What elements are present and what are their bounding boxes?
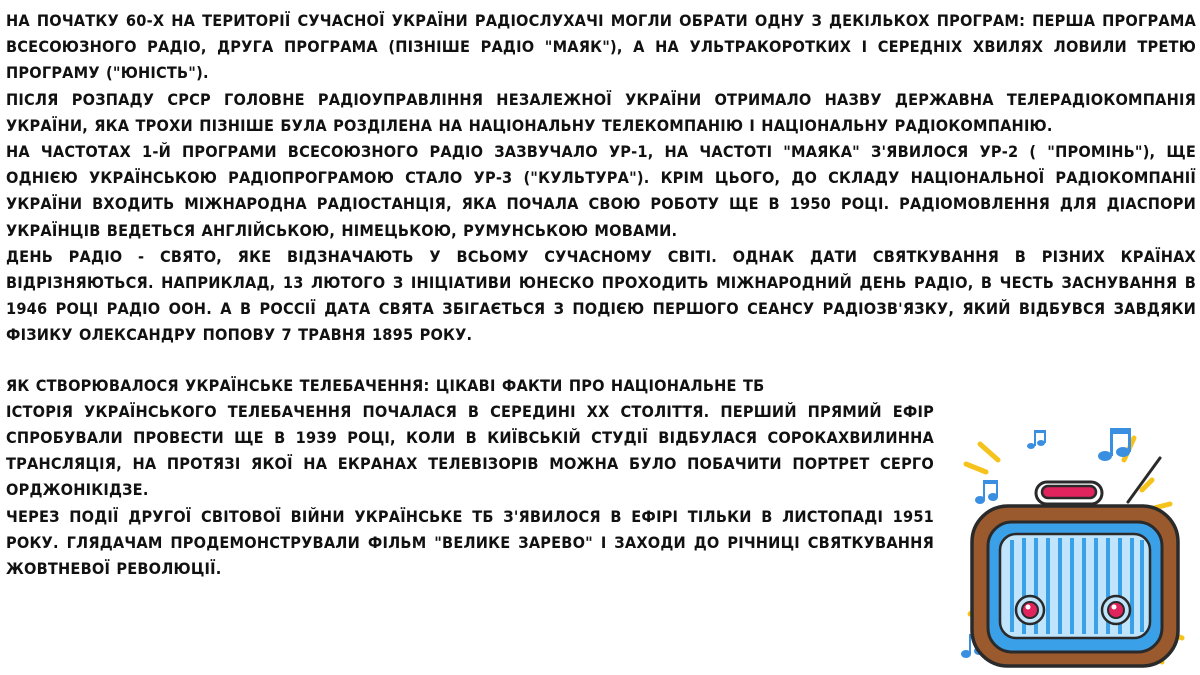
handle — [1042, 486, 1096, 498]
antenna — [1128, 458, 1160, 502]
tv-history-section — [6, 373, 934, 583]
paragraph-tv-history: ІСТОРІЯ УКРАЇНСЬКОГО ТЕЛЕБАЧЕННЯ ПОЧАЛАСЯ В СЕРЕДИНІ XX СТОЛІТТЯ. ПЕРШИЙ ПРЯМИЙ ЕФІР СПРОБУВАЛИ ПРОВЕСТИ ЩЕ В 1939 РОЦІ, КОЛИ В КИЇВСЬКІЙ СТУДІЇ ВІДБУЛАСЯ СОРОКАХВИЛИННА ТРАНСЛЯЦІЯ, НА ПРОТЯЗІ ЯКОЇ НА ЕКРАНАХ ТЕЛЕВІЗОРІВ МОЖНА БУЛО ПОБАЧИТИ ПОРТРЕТ СЕРГО ОРДЖОНІКІДЗЕ. — [6, 401, 934, 500]
paragraph-radio-programs: НА ПОЧАТКУ 60-Х НА ТЕРИТОРІЇ СУЧАСНОЇ УКРАЇНИ РАДІОСЛУХАЧІ МОГЛИ ОБРАТИ ОДНУ З ДЕКІЛЬКОХ ПРОГРАМ: ПЕРША ПРОГРАМА ВСЕСОЮЗНОГО РАДІО, ДРУГА ПРОГРАМА (ПІЗНІШЕ РАДІО "МАЯК"), А НА УЛЬТРАКОРОТКИХ І СЕРЕДНІХ ХВИЛЯХ ЛОВИЛИ ТРЕТЮ ПРОГРАМУ ("ЮНІСТЬ"). — [6, 11, 1196, 83]
paragraph-ussr-breakup: ПІСЛЯ РОЗПАДУ СРСР ГОЛОВНЕ РАДІОУПРАВЛІННЯ НЕЗАЛЕЖНОЇ УКРАЇНИ ОТРИМАЛО НАЗВУ ДЕРЖАВНА ТЕЛЕРАДІОКОМПАНІЯ УКРАЇНИ, ЯКА ТРОХИ ПІЗНІШЕ БУЛА РОЗДІЛЕНА НА НАЦІОНАЛЬНУ ТЕЛЕКОМПАНІЮ І НАЦІОНАЛЬНУ РАДІОКОМПАНІЮ. — [6, 89, 1196, 135]
knob-left — [1016, 596, 1044, 624]
knob-right — [1102, 596, 1130, 624]
paragraph-radio-day: ДЕНЬ РАДІО - СВЯТО, ЯКЕ ВІДЗНАЧАЮТЬ У ВСЬОМУ СУЧАСНОМУ СВІТІ. ОДНАК ДАТИ СВЯТКУВАННЯ В РІЗНИХ КРАЇНАХ ВІДРІЗНЯЮТЬСЯ. НАПРИКЛАД, 13 ЛЮТОГО З ІНІЦІАТИВИ ЮНЕСКО ПРОХОДИТЬ МІЖНАРОДНИЙ ДЕНЬ РАДІО, В ЧЕСТЬ ЗАСНУВАННЯ В 1946 РОЦІ РАДІО ООН. А В РОССІЇ ДАТА СВЯТА ЗБІГАЄТЬСЯ З ПОДІЄЮ ПЕРШОГО СЕАНСУ РАДІОЗВ'ЯЗКУ, ЯКИЙ ВІДБУВСЯ ЗАВДЯКИ ФІЗИКУ ОЛЕКСАНДРУ ПОПОВУ 7 ТРАВНЯ 1895 РОКУ. — [6, 246, 1196, 345]
paragraph-tv-1951: ЧЕРЕЗ ПОДІЇ ДРУГОЇ СВІТОВОЇ ВІЙНИ УКРАЇНСЬКЕ ТБ З'ЯВИЛОСЯ В ЕФІРІ ТІЛЬКИ В ЛИСТОПАДІ 1951 РОКУ. ГЛЯДАЧАМ ПРОДЕМОНСТРУВАЛИ ФІЛЬМ "ВЕЛИКЕ ЗАРЕВО" І ЗАХОДИ ДО РІЧНИЦІ СВЯТКУВАННЯ ЖОВТНЕВОЇ РЕВОЛЮЦІЇ. — [6, 506, 934, 579]
paragraph-ur-channels: НА ЧАСТОТАХ 1-Й ПРОГРАМИ ВСЕСОЮЗНОГО РАДІО ЗАЗВУЧАЛО УР-1, НА ЧАСТОТІ "МАЯКА" З'ЯВИЛОСЯ УР-2 ( "ПРОМІНЬ"), ЩЕ ОДНІЄЮ УКРАЇНСЬКОЮ РАДІОПРОГРАМОЮ СТАЛО УР-3 ("КУЛЬТУРА"). КРІМ ЦЬОГО, ДО СКЛАДУ НАЦІОНАЛЬНОЇ РАДІОКОМПАНІЇ УКРАЇНИ ВХОДИТЬ МІЖНАРОДНА РАДІОСТАНЦІЯ, ЯКА ПОЧАЛА СВОЮ РОБОТУ ЩЕ В 1950 РОЦІ. РАДІОМОВЛЕННЯ ДЛЯ ДІАСПОРИ УКРАЇНЦІВ ВЕДЕТЬСЯ АНГЛІЙСЬКОЮ, НІМЕЦЬКОЮ, РУМУНСЬКОЮ МОВАМИ. — [6, 142, 1196, 240]
section-heading: ЯК СТВОРЮВАЛОСЯ УКРАЇНСЬКЕ ТЕЛЕБАЧЕННЯ: ЦІКАВІ ФАКТИ ПРО НАЦІОНАЛЬНЕ ТБ — [6, 375, 765, 395]
retro-radio-icon — [948, 418, 1194, 670]
